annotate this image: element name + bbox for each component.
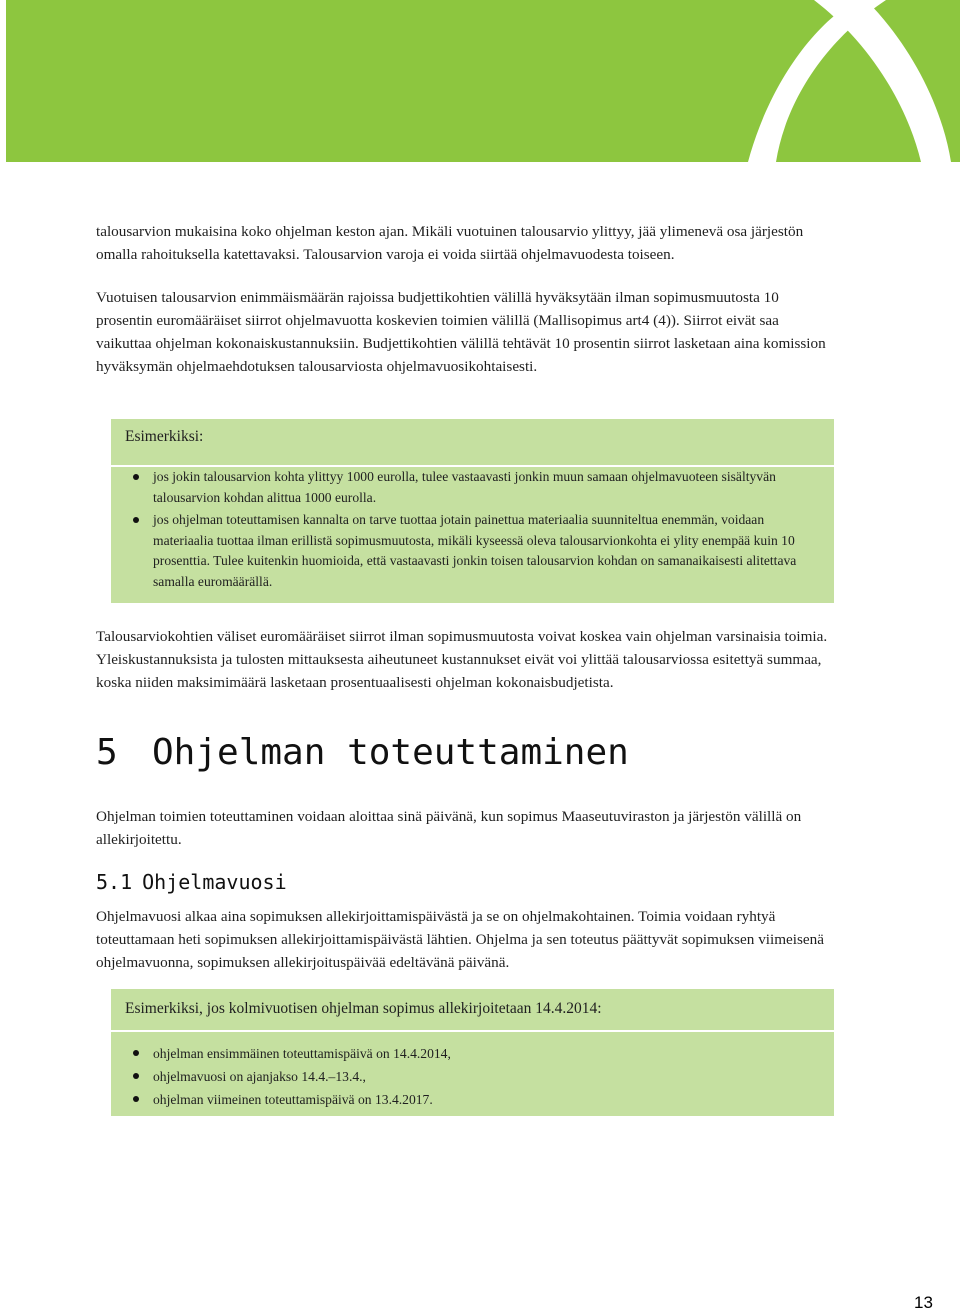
paragraph-text: Talousarviokohtien väliset euromääräiset siirrot ilman sopimusmuutosta voivat koskea vain ohjelman varsinaisia toimia. Yleiskustannuksista ja tulosten mittauksesta aiheutuneet kustannukset eivät voi ylittää talousarviossa esitettyä summaa, koska niiden maksimimäärä lasketaan prosentuaalisesti ohjelman kokonaisbudjetista. (96, 628, 828, 691)
list-item-text: ohjelman viimeinen toteuttamispäivä on 13.4.2017. (153, 1092, 433, 1107)
example-divider (111, 1030, 834, 1032)
header-band (6, 0, 960, 162)
example-title: Esimerkiksi, jos kolmivuotisen ohjelman sopimus allekirjoitetaan 14.4.2014: (125, 1000, 602, 1017)
bullet-icon (133, 474, 139, 480)
paragraph-text: Ohjelman toimien toteuttaminen voidaan aloittaa sinä päivänä, kun sopimus Maaseutuviraston ja järjestön välillä on allekirjoitettu. (96, 808, 802, 848)
paragraph-program-year (96, 905, 836, 974)
paragraph-budget-transfers (96, 286, 836, 378)
list-item (121, 1065, 811, 1088)
bullet-icon (133, 517, 139, 523)
paragraph-text: talousarvion mukaisina koko ohjelman keston ajan. Mikäli vuotuinen talousarvio ylittyy, jää ylimenevä osa järjestön omalla rahoituksella katettavaksi. Talousarvion varoja ei voida siirtää ohjelmavuodesta toiseen. (96, 223, 804, 263)
list-item-text: jos jokin talousarvion kohta ylittyy 1000 eurolla, tulee vastaavasti jonkin muun samaan ohjelmavuoteen sisältyvän talousarvion kohdan alittua 1000 eurolla. (153, 469, 776, 505)
bullet-icon (133, 1050, 139, 1056)
example-list (121, 1042, 811, 1111)
section-title: Ohjelman toteuttaminen (152, 732, 629, 773)
section-heading-5-1 (96, 870, 287, 894)
list-item (121, 510, 811, 592)
example-list (121, 467, 811, 593)
paragraph-text: Ohjelmavuosi alkaa aina sopimuksen allekirjoittamispäivästä ja se on ohjelmakohtainen. Toimia voidaan ryhtyä toteuttamaan heti sopimuksen allekirjoittamispäivästä lähtien. Ohjelma ja sen toteutus päättyvät sopimuksen viimeisenä ohjelmavuonna, sopimuksen allekirjoituspäivää edeltävänä päivänä. (96, 908, 824, 971)
paragraph-implementation-start (96, 805, 836, 851)
list-item (121, 467, 811, 508)
list-item (121, 1088, 811, 1111)
list-item (121, 1042, 811, 1065)
list-item-text: jos ohjelman toteuttamisen kannalta on tarve tuottaa jotain painettua materiaalia suunniteltua enemmän, voidaan materiaalia tuottaa ilman erillistä sopimusmuutosta, mikäli kyseessä oleva talousarvionkohta ei ylity enempää kuin 10 prosenttia. Tulee kuitenkin huomioida, että vastaavasti jonkin toisen talousarvion kohdan on samanaikaisesti alitettava samalla euromäärällä. (153, 512, 797, 589)
example-box-budget (111, 419, 834, 603)
bullet-icon (133, 1096, 139, 1102)
section-heading-5 (96, 732, 629, 773)
list-item-text: ohjelmavuosi on ajanjakso 14.4.–13.4., (153, 1069, 366, 1084)
example-title: Esimerkiksi: (125, 428, 204, 445)
list-item-text: ohjelman ensimmäinen toteuttamispäivä on 14.4.2014, (153, 1046, 451, 1061)
leaf-graphic-icon (6, 0, 960, 162)
example-box-program-year (111, 989, 834, 1116)
section-number: 5 (96, 732, 118, 773)
section-number: 5.1 (96, 870, 133, 894)
bullet-icon (133, 1073, 139, 1079)
paragraph-budget-carryover (96, 220, 836, 266)
section-title: Ohjelmavuosi (142, 870, 287, 894)
paragraph-transfer-limits (96, 625, 836, 694)
paragraph-text: Vuotuisen talousarvion enimmäismäärän rajoissa budjettikohtien välillä hyväksytään ilman sopimusmuutosta 10 prosentin euromääräiset siirrot ohjelmavuotta koskevien toimien välillä (Mallisopimus art4 (4)). Siirrot eivät saa vaikuttaa ohjelman kokonaiskustannuksiin. Budjettikohtien välillä tehtävät 10 prosentin siirrot lasketaan aina komission hyväksymän ohjelmaehdotuksen talousarviosta ohjelmavuosikohtaisesti. (96, 289, 826, 375)
page-number: 13 (914, 1293, 933, 1312)
